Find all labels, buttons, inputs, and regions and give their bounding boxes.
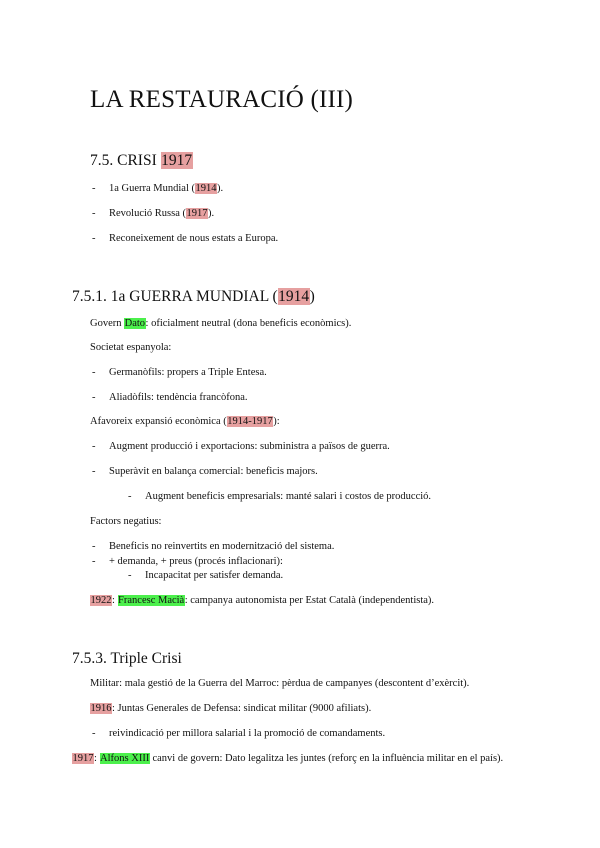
bullet-dash: - xyxy=(92,233,96,244)
bullet-dash: - xyxy=(92,367,96,378)
list-item: Beneficis no reinvertits en modernització del sistema. xyxy=(109,541,335,552)
list-item: reivindicació per millora salarial i la promoció de comandaments. xyxy=(109,728,386,739)
highlight-year: 1917 xyxy=(161,152,193,169)
section-heading-7-5-1: 7.5.1. 1a GUERRA MUNDIAL (1914) xyxy=(72,288,315,305)
list-item: Superàvit en balança comercial: beneficis majors. xyxy=(109,466,318,477)
bullet-dash: - xyxy=(128,491,132,502)
highlight-name: Alfons XIII xyxy=(100,753,150,764)
bullet-dash: - xyxy=(92,541,96,552)
paragraph-alfons: 1917: Alfons XIII canvi de govern: Dato legalitza les juntes (reforç en la influència militar en el país). xyxy=(72,753,504,764)
highlight-year: 1917 xyxy=(186,208,208,219)
bullet-dash: - xyxy=(92,392,96,403)
list-item-sub: Augment beneficis empresarials: manté salari i costos de producció. xyxy=(145,491,432,502)
highlight-year: 1916 xyxy=(90,703,112,714)
highlight-name: Francesc Macià xyxy=(118,595,185,606)
bullet-dash: - xyxy=(92,208,96,219)
list-item: Augment producció i exportacions: subministra a països de guerra. xyxy=(109,441,390,452)
bullet-dash: - xyxy=(92,183,96,194)
paragraph-societat: Societat espanyola: xyxy=(90,342,172,353)
highlight-year: 1914 xyxy=(278,288,310,305)
paragraph-militar: Militar: mala gestió de la Guerra del Marroc: pèrdua de campanyes (descontent d’exèrcit). xyxy=(90,678,470,689)
list-item: 1a Guerra Mundial (1914). xyxy=(109,183,224,194)
list-item-sub: Incapacitat per satisfer demanda. xyxy=(145,570,284,581)
paragraph-govern: Govern Dato: oficialment neutral (dona beneficis econòmics). xyxy=(90,318,352,329)
paragraph-afavoreix: Afavoreix expansió econòmica (1914-1917): xyxy=(90,416,280,427)
section-heading-7-5-3: 7.5.3. Triple Crisi xyxy=(72,650,182,667)
highlight-name: Dato xyxy=(124,318,146,329)
bullet-dash: - xyxy=(92,556,96,567)
paragraph-juntes: 1916: Juntas Generales de Defensa: sindicat militar (9000 afiliats). xyxy=(90,703,372,714)
list-item: + demanda, + preus (procés inflacionari): xyxy=(109,556,283,567)
bullet-dash: - xyxy=(92,441,96,452)
section-heading-7-5: 7.5. CRISI 1917 xyxy=(90,152,193,169)
page-title: LA RESTAURACIÓ (III) xyxy=(90,86,354,113)
list-item: Revolució Russa (1917). xyxy=(109,208,215,219)
highlight-year: 1914 xyxy=(195,183,217,194)
highlight-year: 1922 xyxy=(90,595,112,606)
paragraph-factors: Factors negatius: xyxy=(90,516,162,527)
bullet-dash: - xyxy=(92,466,96,477)
highlight-year: 1914-1917 xyxy=(227,416,273,427)
highlight-year: 1917 xyxy=(72,753,94,764)
list-item: Reconeixement de nous estats a Europa. xyxy=(109,233,279,244)
list-item: Aliadòfils: tendència francòfona. xyxy=(109,392,248,403)
bullet-dash: - xyxy=(128,570,132,581)
bullet-dash: - xyxy=(92,728,96,739)
paragraph-macia: 1922: Francesc Macià: campanya autonomista per Estat Català (independentista). xyxy=(90,595,435,606)
list-item: Germanòfils: propers a Triple Entesa. xyxy=(109,367,267,378)
